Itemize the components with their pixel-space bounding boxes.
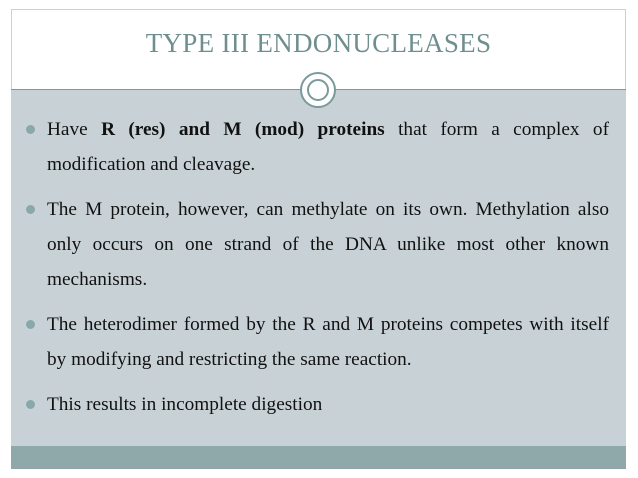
slide-title: TYPE III ENDONUCLEASES — [145, 28, 492, 58]
bullet-text: The M protein, however, can methylate on its own. Methylation also only occurs on one strand of the DNA unlike most other known mechanisms. — [47, 199, 609, 290]
footer-bar — [11, 446, 626, 469]
bullet-item — [24, 112, 609, 182]
bullet-icon — [26, 400, 35, 409]
bullet-text-prefix: Have — [47, 119, 102, 140]
bullet-list — [24, 112, 609, 432]
bullet-icon — [26, 320, 35, 329]
bullet-item — [24, 192, 609, 297]
bullet-icon — [26, 125, 35, 134]
bullet-text: The heterodimer formed by the R and M proteins competes with itself by modifying and restricting the same reaction. — [47, 314, 609, 370]
bullet-text-bold: R (res) and M (mod) proteins — [101, 119, 385, 140]
bullet-item — [24, 387, 609, 422]
bullet-text: This results in incomplete digestion — [47, 394, 323, 415]
bullet-item — [24, 307, 609, 377]
inner-circle — [307, 79, 329, 101]
circle-ornament-icon — [300, 72, 336, 108]
bullet-text-suffix: that form a complex of modification and cleavage. — [47, 119, 609, 175]
bullet-icon — [26, 205, 35, 214]
